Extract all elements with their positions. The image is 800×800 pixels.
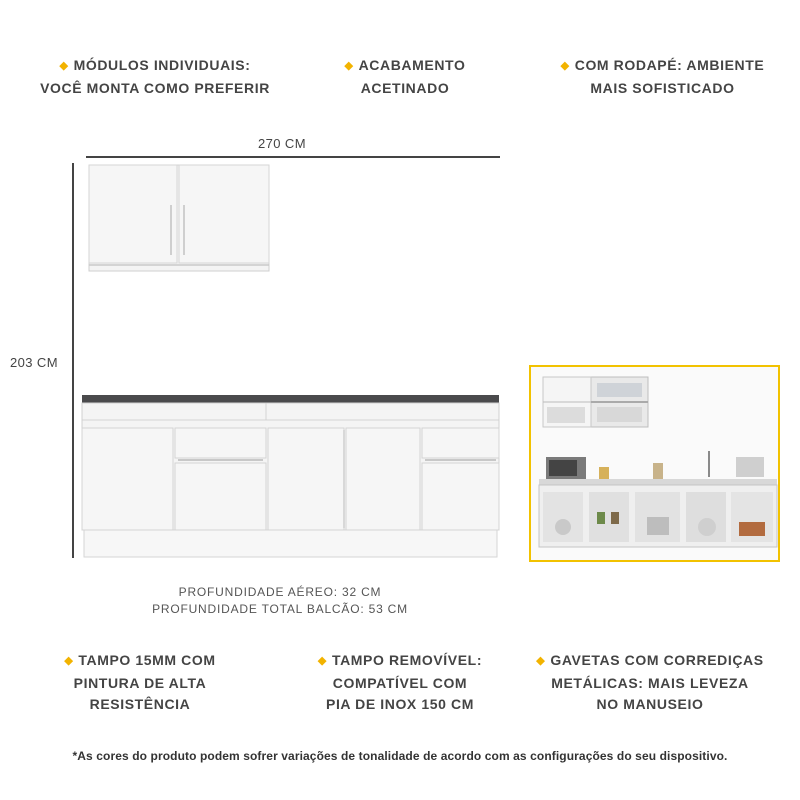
feature-line: PINTURA DE ALTA [73,675,207,691]
diamond-bullet-icon: ◆ [536,655,546,667]
feature-line: PIA DE INOX 150 CM [326,696,474,712]
color-disclaimer: *As cores do produto podem sofrer variações de tonalidade de acordo com as configurações do seu dispositivo. [72,749,728,763]
feature-line: RESISTÊNCIA [89,696,191,712]
feature-line: NO MANUSEIO [596,696,704,712]
feature-line: METÁLICAS: MAIS LEVEZA [551,675,749,691]
diamond-bullet-icon: ◆ [560,60,570,72]
height-dimension-label: 203 CM [10,355,58,370]
feature-modulos [30,55,280,99]
width-dimension-label: 270 CM [258,136,306,151]
kitchen-photo [531,367,778,560]
diamond-bullet-icon: ◆ [344,60,354,72]
photo-base-cabinets [539,485,777,547]
depth-upper-label: PROFUNDIDADE AÉREO: 32 CM [178,585,382,599]
feature-line: ◆ COM RODAPÉ: AMBIENTE [560,57,765,73]
diamond-bullet-icon: ◆ [59,60,69,72]
diamond-bullet-icon: ◆ [317,655,327,667]
feature-line: VOCÊ MONTA COMO PREFERIR [40,80,270,96]
feature-line: ACETINADO [360,80,450,96]
upper-cabinet [89,165,269,271]
feature-line: MAIS SOFISTICADO [590,80,735,96]
base-cabinets [82,395,499,557]
feature-line: ◆ ACABAMENTO [344,57,466,73]
feature-line: ◆ MÓDULOS INDIVIDUAIS: [59,57,251,73]
feature-gavetas [530,650,770,715]
feature-acabamento [330,55,480,99]
photo-upper-shelves [543,377,648,427]
width-dimension-line [86,156,500,158]
feature-line: ◆ GAVETAS COM CORREDIÇAS [536,652,764,668]
depth-total-label: PROFUNDIDADE TOTAL BALCÃO: 53 CM [152,602,408,616]
product-photo-frame [529,365,780,562]
diamond-bullet-icon: ◆ [64,655,74,667]
height-dimension-line [72,163,74,558]
feature-line: ◆ TAMPO REMOVÍVEL: [317,652,483,668]
feature-line: ◆ TAMPO 15MM COM [64,652,216,668]
feature-line: COMPATÍVEL COM [332,675,468,691]
feature-tampo-15mm [40,650,240,715]
feature-tampo-removivel [300,650,500,715]
feature-rodape [545,55,780,99]
